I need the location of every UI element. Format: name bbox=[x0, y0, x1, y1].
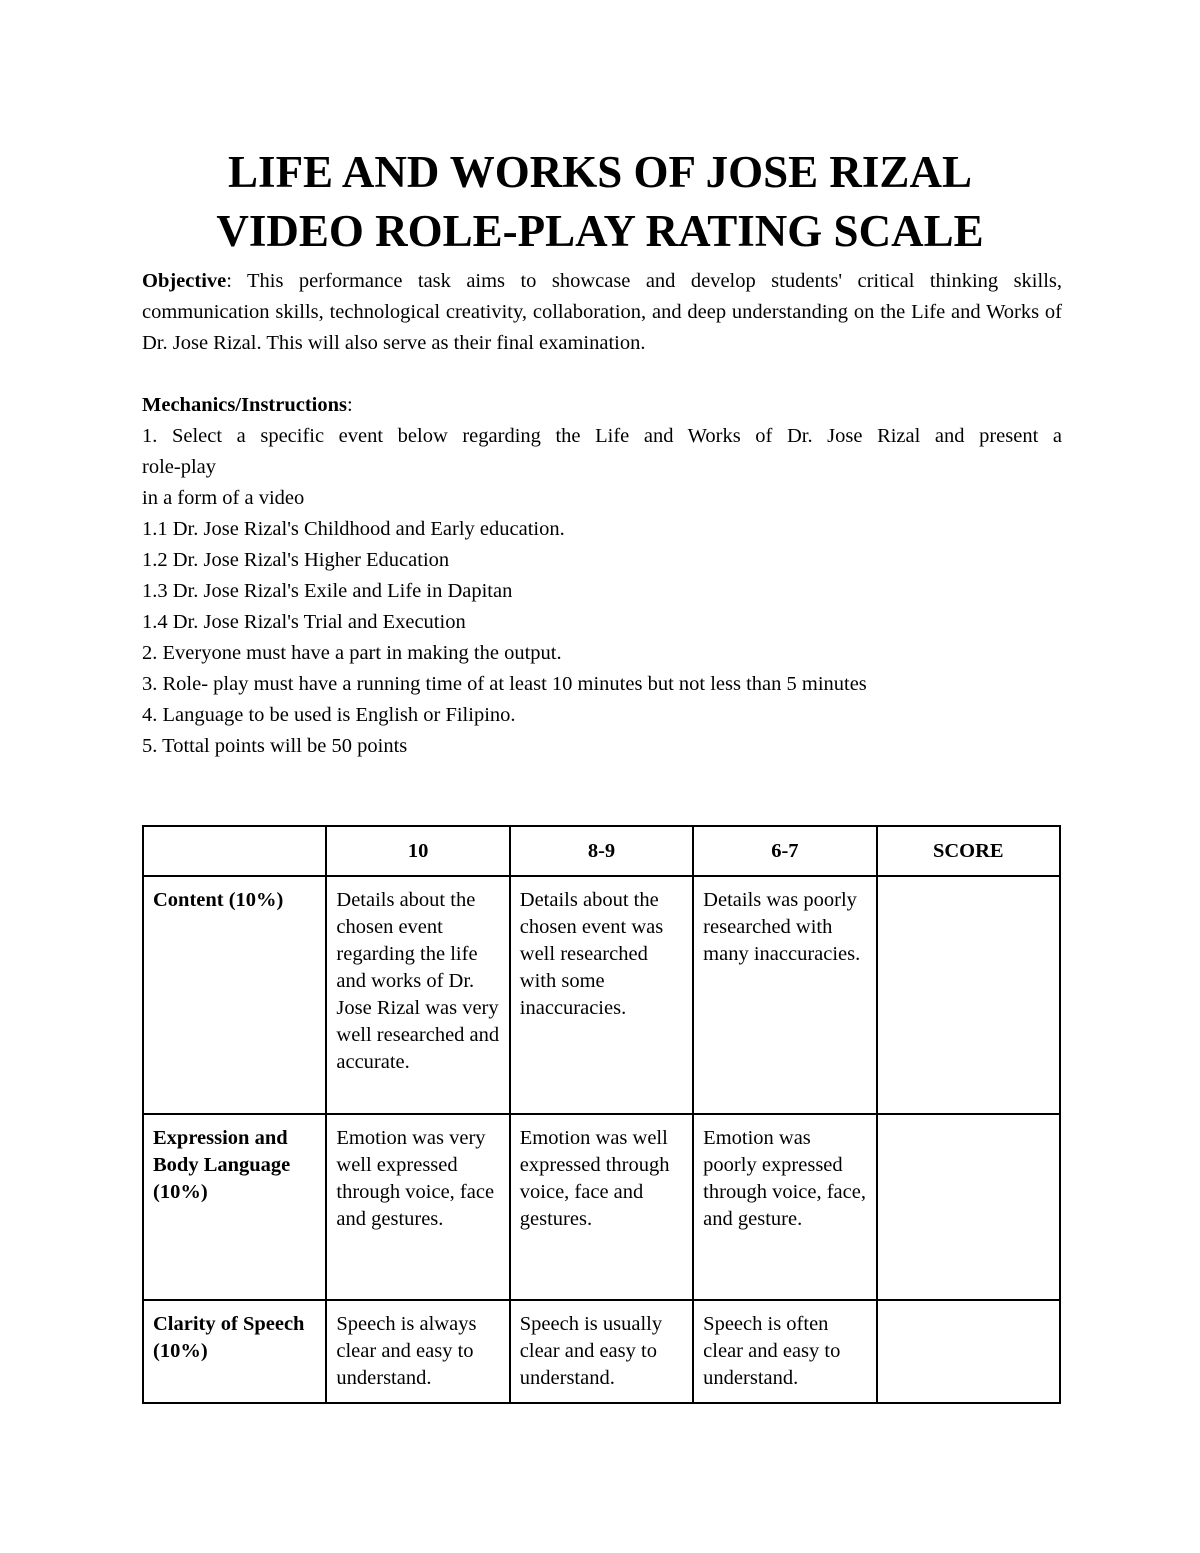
criterion-cell: Expression and Body Language (10%) bbox=[143, 1114, 326, 1300]
score-cell bbox=[877, 1114, 1060, 1300]
descriptor-cell: Details was poorly researched with many inaccuracies. bbox=[693, 876, 876, 1114]
instruction-line: 1.2 Dr. Jose Rizal's Higher Education bbox=[142, 549, 450, 571]
instruction-line: in a form of a video bbox=[142, 487, 305, 509]
objective-text: : This performance task aims to showcase and develop students' critical thinking skills, communication skills, technological creativity, collaboration, and deep understanding on the Life and Works of Dr. Jose Rizal. This will also serve as their final examination. bbox=[142, 270, 1062, 354]
spacer bbox=[142, 359, 1062, 390]
score-cell bbox=[877, 1300, 1060, 1403]
descriptor-cell: Emotion was well expressed through voice, face and gestures. bbox=[510, 1114, 693, 1300]
header-score: SCORE bbox=[877, 826, 1060, 876]
descriptor-cell: Emotion was very well expressed through voice, face and gestures. bbox=[326, 1114, 509, 1300]
table-row bbox=[143, 1300, 1060, 1403]
objective-paragraph bbox=[142, 266, 1062, 359]
header-criteria bbox=[143, 826, 326, 876]
title-line-1: LIFE AND WORKS OF JOSE RIZAL bbox=[228, 147, 972, 197]
table-row bbox=[143, 1114, 1060, 1300]
instruction-line: 1.1 Dr. Jose Rizal's Childhood and Early education. bbox=[142, 518, 565, 540]
score-cell bbox=[877, 876, 1060, 1114]
descriptor-cell: Details about the chosen event was well researched with some inaccuracies. bbox=[510, 876, 693, 1114]
mechanics-label-suffix: : bbox=[347, 394, 353, 416]
instruction-line: 5. Tottal points will be 50 points bbox=[142, 735, 408, 757]
mechanics-label: Mechanics/Instructions bbox=[142, 394, 347, 416]
descriptor-cell: Speech is usually clear and easy to understand. bbox=[510, 1300, 693, 1403]
instruction-line: role-play bbox=[142, 456, 216, 478]
descriptor-cell: Speech is often clear and easy to understand. bbox=[693, 1300, 876, 1403]
instruction-line: 1.3 Dr. Jose Rizal's Exile and Life in Dapitan bbox=[142, 580, 513, 602]
instruction-line: 1. Select a specific event below regarding the Life and Works of Dr. Jose Rizal and present a bbox=[142, 425, 1062, 447]
header-score-10: 10 bbox=[326, 826, 509, 876]
instruction-line: 4. Language to be used is English or Filipino. bbox=[142, 704, 516, 726]
criterion-cell: Clarity of Speech (10%) bbox=[143, 1300, 326, 1403]
table-header-row bbox=[143, 826, 1060, 876]
descriptor-cell: Speech is always clear and easy to understand. bbox=[326, 1300, 509, 1403]
document-body bbox=[142, 266, 1062, 762]
document-title bbox=[0, 143, 1200, 261]
descriptor-cell: Details about the chosen event regarding the life and works of Dr. Jose Rizal was very well researched and accurate. bbox=[326, 876, 509, 1114]
instruction-line: 3. Role- play must have a running time of at least 10 minutes but not less than 5 minutes bbox=[142, 673, 867, 695]
instruction-line: 1.4 Dr. Jose Rizal's Trial and Execution bbox=[142, 611, 466, 633]
table-row bbox=[143, 876, 1060, 1114]
criterion-cell: Content (10%) bbox=[143, 876, 326, 1114]
rating-scale-table bbox=[142, 825, 1061, 1404]
header-score-6-7: 6-7 bbox=[693, 826, 876, 876]
descriptor-cell: Emotion was poorly expressed through voice, face, and gesture. bbox=[693, 1114, 876, 1300]
objective-label: Objective bbox=[142, 270, 227, 292]
mechanics-heading bbox=[142, 390, 1062, 421]
instruction-line: 2. Everyone must have a part in making the output. bbox=[142, 642, 562, 664]
mechanics-section bbox=[142, 390, 1062, 762]
title-line-2: VIDEO ROLE-PLAY RATING SCALE bbox=[216, 206, 984, 256]
header-score-8-9: 8-9 bbox=[510, 826, 693, 876]
